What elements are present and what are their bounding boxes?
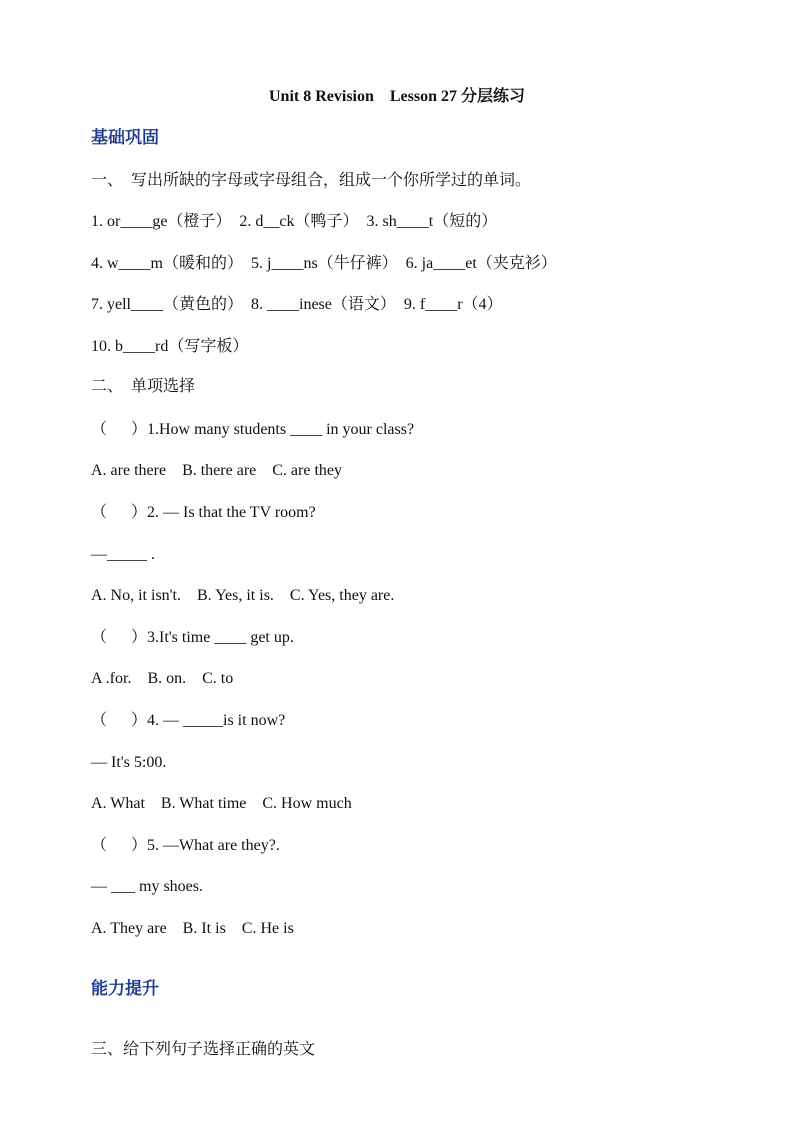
- options-4: A. What B. What time C. How much: [91, 795, 352, 812]
- section-heading-basic: 基础巩固: [91, 128, 159, 147]
- fill-row-2: 4. w____m（暖和的） 5. j____ns（牛仔裤） 6. ja____et（夹克衫）: [91, 255, 557, 272]
- fill-row-4: 10. b____rd（写字板）: [91, 338, 249, 355]
- part2-heading: 二、 单项选择: [91, 378, 196, 395]
- answer-line-5: — ___ my shoes.: [91, 878, 203, 895]
- options-3: A .for. B. on. C. to: [91, 670, 234, 687]
- part1-heading: 一、 写出所缺的字母或字母组合，组成一个你所学过的单词。: [91, 172, 532, 189]
- question-3: （ ）3.It's time ____ get up.: [91, 629, 294, 646]
- question-2: （ ）2. — Is that the TV room?: [91, 504, 316, 521]
- fill-row-1: 1. or____ge（橙子） 2. d__ck（鸭子） 3. sh____t（短的）: [91, 213, 498, 230]
- question-5: （ ）5. —What are they?.: [91, 837, 280, 854]
- answer-line-2: —_____ .: [91, 546, 155, 563]
- fill-row-3: 7. yell____（黄色的） 8. ____inese（语文） 9. f____r（4）: [91, 296, 503, 313]
- question-4: （ ）4. — _____is it now?: [91, 712, 286, 729]
- options-5: A. They are B. It is C. He is: [91, 920, 294, 937]
- part3-heading: 三、给下列句子选择正确的英文: [91, 1041, 316, 1058]
- answer-line-4: — It's 5:00.: [91, 754, 167, 771]
- page-title: Unit 8 Revision Lesson 27 分层练习: [268, 88, 526, 105]
- options-2: A. No, it isn't. B. Yes, it is. C. Yes, they are.: [91, 587, 395, 604]
- section-heading-advanced: 能力提升: [91, 979, 159, 998]
- options-1: A. are there B. there are C. are they: [91, 462, 342, 479]
- question-1: （ ）1.How many students ____ in your class?: [91, 421, 415, 438]
